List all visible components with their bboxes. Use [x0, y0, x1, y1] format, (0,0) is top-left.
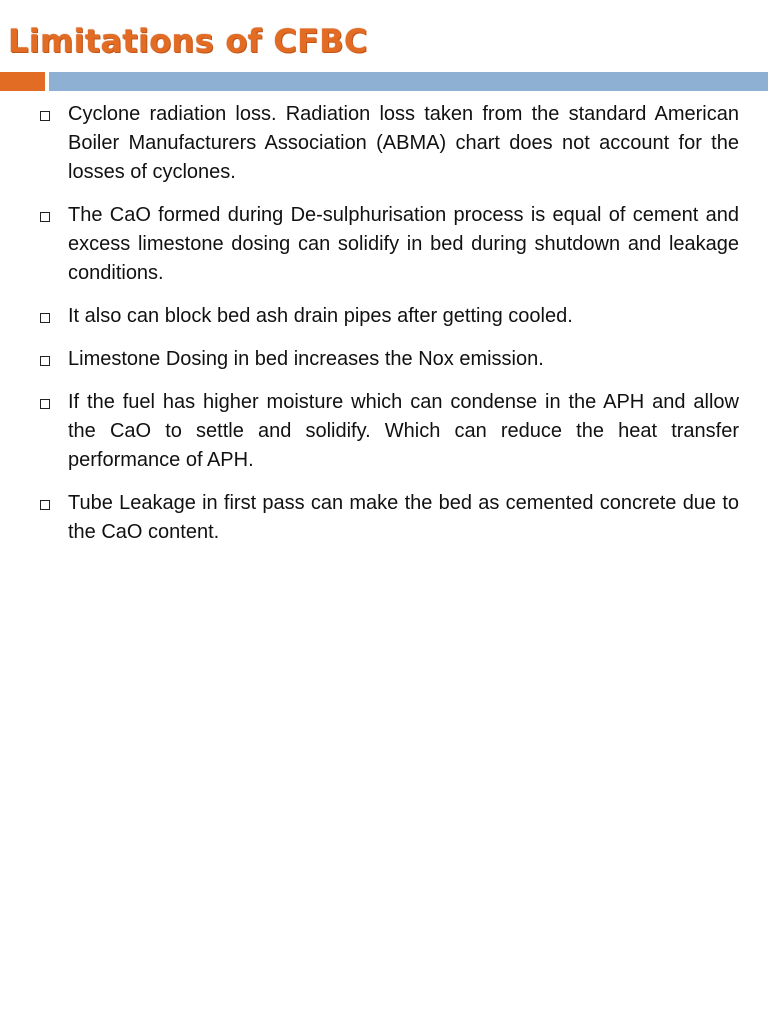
bullet-text: If the fuel has higher moisture which can condense in the APH and allow the CaO to settle and solidify. Which can reduce the heat transfer performance of APH. — [68, 391, 739, 471]
bullet-text: Cyclone radiation loss. Radiation loss taken from the standard American Boiler Manufacturers Association (ABMA) chart does not account for the losses of cyclones. — [68, 103, 739, 183]
bullet-item — [40, 345, 739, 374]
bullet-text: The CaO formed during De-sulphurisation process is equal of cement and excess limestone dosing can solidify in bed during shutdown and leakage conditions. — [68, 204, 739, 284]
header-accent-bar-blue — [49, 72, 768, 91]
bullet-item — [40, 100, 739, 187]
slide-title: Limitations of CFBC — [8, 22, 368, 60]
square-bullet-icon — [40, 313, 50, 323]
square-bullet-icon — [40, 399, 50, 409]
header-accent-bar-orange — [0, 72, 45, 91]
bullet-item — [40, 302, 739, 331]
bullet-text: It also can block bed ash drain pipes after getting cooled. — [68, 305, 573, 327]
bullet-text: Limestone Dosing in bed increases the Nox emission. — [68, 348, 544, 370]
bullet-list — [40, 100, 739, 561]
square-bullet-icon — [40, 356, 50, 366]
square-bullet-icon — [40, 212, 50, 222]
bullet-item — [40, 388, 739, 475]
bullet-item — [40, 201, 739, 288]
bullet-item — [40, 489, 739, 547]
bullet-text: Tube Leakage in first pass can make the bed as cemented concrete due to the CaO content. — [68, 492, 739, 543]
square-bullet-icon — [40, 111, 50, 121]
square-bullet-icon — [40, 500, 50, 510]
